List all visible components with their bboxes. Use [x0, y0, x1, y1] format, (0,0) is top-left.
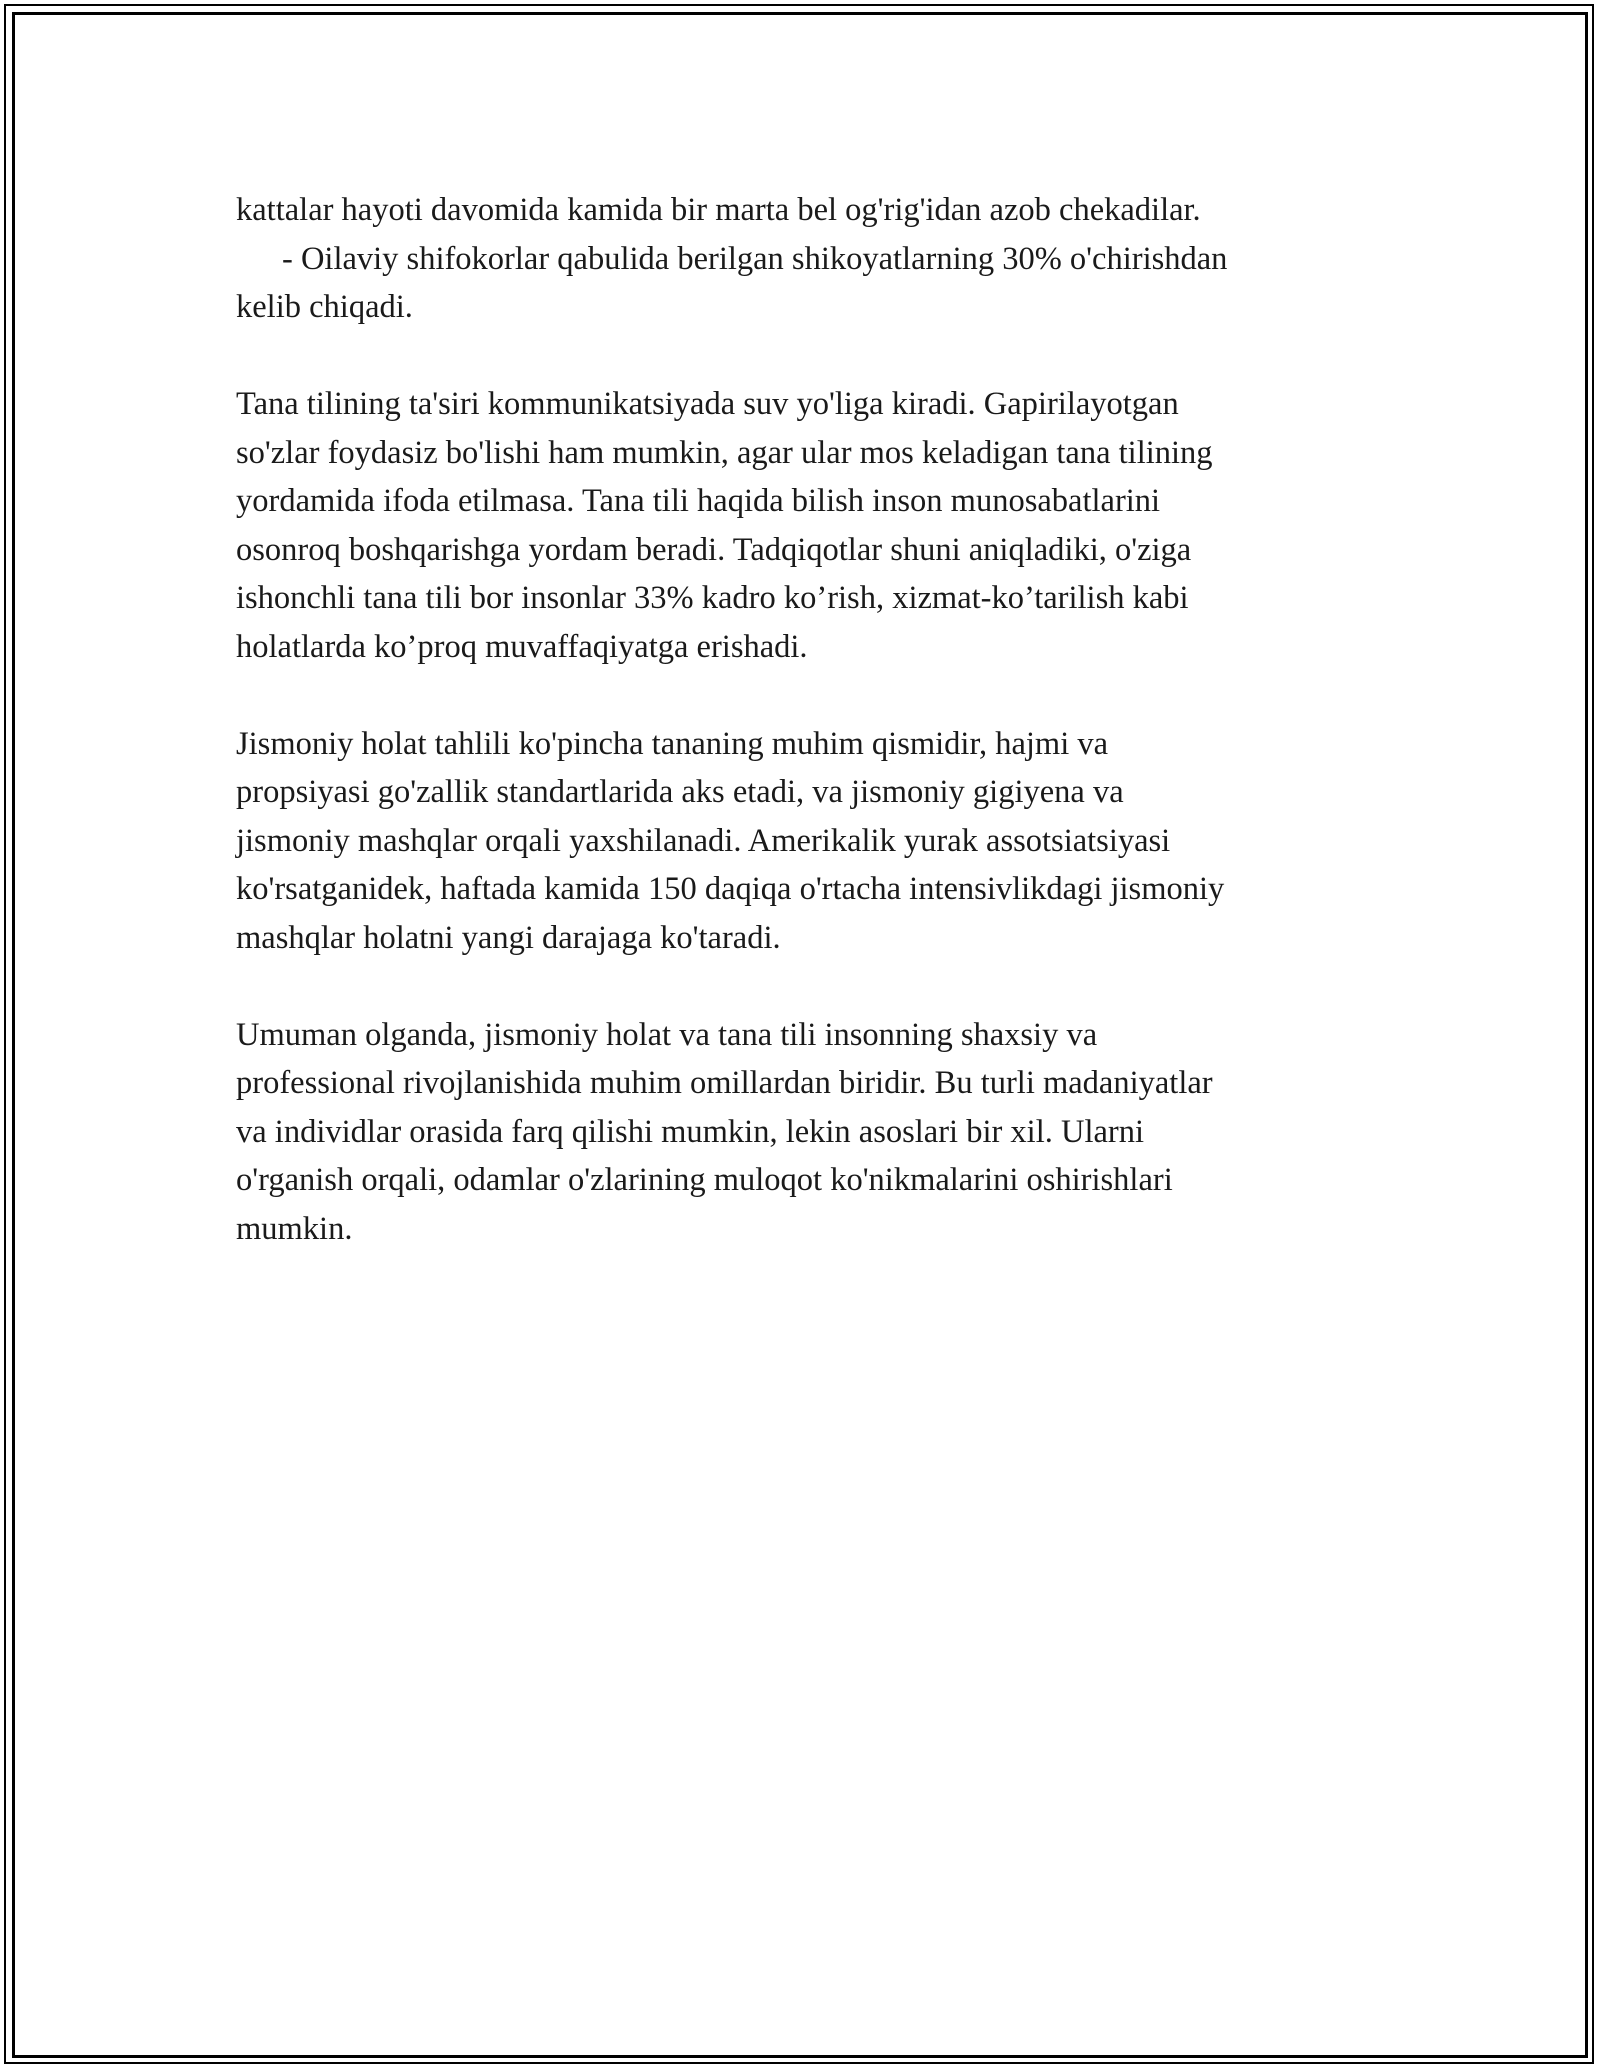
paragraph-conclusion [236, 1011, 1366, 1254]
text-line: professional rivojlanishida muhim omillardan biridir. Bu turli madaniyatlar [236, 1065, 1213, 1101]
paragraph-body-language [236, 380, 1366, 671]
text-line: holatlarda ko’proq muvaffaqiyatga erishadi. [236, 628, 808, 665]
text-line: yordamida ifoda etilmasa. Tana tili haqida bilish inson munosabatlarini [236, 483, 1161, 519]
text-line: kelib chiqadi. [236, 289, 413, 325]
text-line: osonroq boshqarishga yordam beradi. Tadqiqotlar shuni aniqladiki, o'ziga [236, 531, 1192, 568]
text-line: mumkin. [236, 1210, 353, 1247]
text-line: kattalar hayoti davomida kamida bir marta bel og'rig'idan azob chekadilar. [236, 192, 1201, 228]
text-line: propsiyasi go'zallik standartlarida aks etadi, va jismoniy gigiyena va [236, 774, 1124, 810]
text-line: jismoniy mashqlar orqali yaxshilanadi. Amerikalik yurak assotsiatsiyasi [236, 822, 1171, 859]
text-line: mashqlar holatni yangi darajaga ko'taradi. [236, 919, 781, 956]
text-line: Umuman olganda, jismoniy holat va tana tili insonning shaxsiy va [236, 1016, 1098, 1053]
paragraph-physical-condition [236, 720, 1366, 963]
text-line: o'rganish orqali, odamlar o'zlarining muloqot ko'nikmalarini oshirishlari [236, 1162, 1173, 1198]
text-line: Tana tilining ta'siri kommunikatsiyada suv yo'liga kiradi. Gapirilayotgan [236, 386, 1179, 422]
text-line: va individlar orasida farq qilishi mumkin, lekin asoslari bir xil. Ularni [236, 1113, 1145, 1150]
text-line-bullet: - Oilaviy shifokorlar qabulida berilgan shikoyatlarning 30% o'chirishdan [282, 240, 1228, 277]
text-line: Jismoniy holat tahlili ko'pincha tananing muhim qismidir, hajmi va [236, 725, 1109, 762]
text-line: so'zlar foydasiz bo'lishi ham mumkin, agar ular mos keladigan tana tilining [236, 434, 1213, 471]
paragraph-back-pain [236, 186, 1366, 332]
text-line: ko'rsatganidek, haftada kamida 150 daqiqa o'rtacha intensivlikdagi jismoniy [236, 871, 1225, 907]
document-body [236, 186, 1366, 1302]
text-line: ishonchli tana tili bor insonlar 33% kadro ko’rish, xizmat-ko’tarilish kabi [236, 580, 1189, 616]
